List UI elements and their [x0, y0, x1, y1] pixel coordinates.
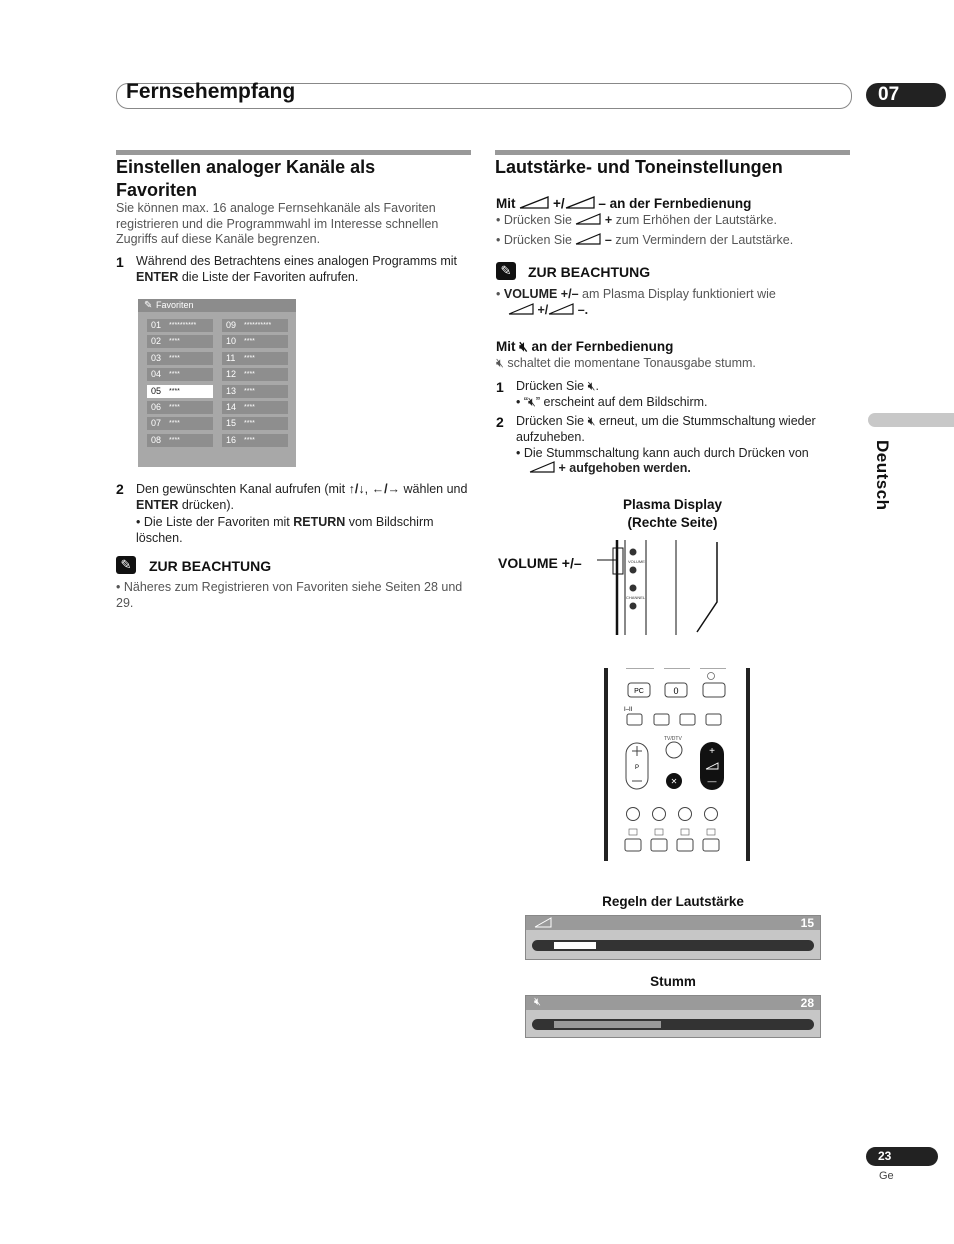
favorite-channel[interactable] [147, 417, 213, 430]
favorite-channel[interactable] [222, 417, 288, 430]
step2-text: Den gewünschten Kanal aufrufen (mit ↑/↓, ←/→ wählen und ENTER drücken). [136, 482, 468, 512]
favorite-channel[interactable] [222, 352, 288, 365]
section-bar-right [495, 150, 850, 155]
volume-icon [534, 917, 552, 928]
step-number: 2 [496, 414, 504, 430]
channel-name: **** [169, 404, 180, 411]
channel-name: **** [169, 420, 180, 428]
channel-number: 13 [226, 385, 237, 396]
channel-number: 14 [226, 402, 237, 412]
channel-name: **** [169, 371, 180, 379]
channel-number: 09 [226, 320, 237, 330]
channel-name: **** [169, 436, 180, 444]
note-icon: ✎ [116, 556, 136, 574]
mute-fill [554, 1021, 661, 1028]
note-icon: ✎ [496, 262, 516, 280]
language-tab-marker [868, 413, 954, 427]
volume-fill [554, 942, 596, 949]
subheading-mute: Mit 🔇︎ an der Fernbedienung [496, 339, 674, 354]
plasma-label: Plasma Display (Rechte Seite) [622, 497, 723, 530]
mute-bar-title: Stumm [650, 974, 696, 989]
channel-number: 03 [151, 352, 162, 363]
favorite-channel[interactable] [222, 385, 288, 398]
channel-number: 02 [151, 336, 162, 347]
channel-number: 04 [151, 369, 162, 380]
channel-name: **** [244, 371, 255, 379]
subheading-volume: Mit +/ – an der Fernbedienung [496, 196, 752, 211]
channel-name: **** [244, 420, 255, 428]
channel-name: **** [244, 354, 255, 362]
favorite-channel[interactable] [147, 319, 213, 332]
volume-label: VOLUME +/– [498, 555, 582, 571]
channel-name: **** [169, 338, 180, 346]
mute-icon: 🔇︎ [496, 356, 504, 370]
favorite-channel[interactable] [222, 401, 288, 414]
mute-step2-bullet-line2: + aufgehoben werden. [529, 461, 691, 477]
zero-button: 0 [673, 686, 679, 696]
volume-icon [575, 233, 601, 245]
favorite-channel[interactable] [222, 335, 288, 348]
volume-bar-title: Regeln der Lautstärke [602, 894, 744, 909]
channel-name: ********** [244, 322, 272, 329]
volume-up-bullet: • Drücken Sie + zum Erhöhen der Lautstärke. [496, 213, 777, 227]
mute-icon: 🔇︎ [528, 395, 536, 409]
volume-icon [508, 303, 534, 315]
remote-vol-minus: — [707, 776, 717, 786]
channel-name: **** [244, 404, 255, 411]
channel-number: 05 [151, 385, 162, 396]
pencil-icon: ✎ [144, 300, 153, 311]
favorite-channel[interactable] [222, 319, 288, 332]
step-number: 1 [496, 379, 504, 395]
favorite-channel[interactable] [147, 385, 213, 398]
pc-button: PC [634, 688, 644, 695]
panel-channel-label: CHANNEL [626, 595, 646, 600]
volume-down-bullet: • Drücken Sie – zum Vermindern der Lautstärke. [496, 233, 794, 247]
step-number: 1 [116, 254, 124, 270]
mute-icon: 🔇︎ [519, 339, 528, 354]
channel-number: 01 [151, 320, 162, 330]
mute-step2-bullet: • Die Stummschaltung kann auch durch Drücken von [516, 446, 809, 460]
step-number: 2 [116, 481, 124, 497]
plasma-display-side [595, 540, 730, 635]
p-label: P [634, 765, 640, 771]
channel-number: 16 [226, 434, 237, 445]
mute-step1: Drücken Sie 🔇︎. [516, 379, 599, 393]
volume-icon [565, 196, 595, 209]
page-number: 23 [866, 1147, 938, 1166]
page-title: Fernsehempfang [126, 80, 296, 103]
favorites-title: Favoriten [156, 300, 194, 310]
volume-osd [525, 915, 821, 960]
step1-text: Während des Betrachtens eines analogen Programms mit ENTER die Liste der Favoriten aufrufen. [136, 254, 457, 284]
channel-number: 08 [151, 434, 162, 445]
favorite-channel[interactable] [222, 434, 288, 447]
section-bar-left [116, 150, 471, 155]
note-volume-text: • VOLUME +/– am Plasma Display funktioniert wie [496, 287, 776, 301]
remote-vol-plus: + [709, 746, 715, 757]
svg-text:I–II: I–II [624, 707, 633, 713]
favorite-channel[interactable] [147, 401, 213, 414]
favorites-panel [138, 299, 296, 467]
volume-icon [548, 303, 574, 315]
favorite-channel[interactable] [222, 368, 288, 381]
channel-number: 06 [151, 402, 162, 412]
svg-text:✕: ✕ [670, 777, 678, 786]
channel-number: 12 [226, 369, 237, 380]
favorites-intro: Sie können max. 16 analoge Fernsehkanäle als Favoriten registrieren und die Programmwahl im Interesse schnellen Zugriffs auf diese Kanäle begrenzen. [116, 201, 439, 246]
channel-number: 15 [226, 418, 237, 429]
channel-name: **** [244, 338, 255, 346]
note-title: ZUR BEACHTUNG [528, 264, 651, 280]
volume-value: 15 [800, 916, 814, 930]
channel-name: **** [169, 354, 180, 362]
note-volume-line2: +/ –. [508, 303, 588, 319]
volume-icon [575, 213, 601, 225]
favorite-channel[interactable] [147, 368, 213, 381]
mute-track [532, 1019, 814, 1030]
tvdtv-label: TV/DTV [664, 736, 682, 742]
note-title: ZUR BEACHTUNG [149, 558, 272, 574]
section-heading-volume: Lautstärke- und Toneinstellungen [495, 157, 783, 177]
mute-osd [525, 995, 821, 1038]
mute-step2: Drücken Sie 🔇︎ erneut, um die Stummschaltung wieder aufzuheben. [516, 414, 816, 444]
language-tab: Deutsch [873, 440, 892, 511]
favorite-channel[interactable] [147, 352, 213, 365]
channel-name: **** [244, 436, 255, 444]
mute-step1-bullet: • “🔇︎” erscheint auf dem Bildschirm. [516, 395, 708, 409]
section-heading-favorites: Einstellen analoger Kanäle als Favoriten [116, 157, 376, 200]
remote-drawing [608, 668, 746, 861]
chapter-number: 07 [866, 83, 946, 107]
note-text: • Näheres zum Registrieren von Favoriten siehe Seiten 28 und 29. [116, 580, 463, 610]
favorite-channel[interactable] [147, 434, 213, 447]
volume-icon [519, 196, 549, 209]
channel-number: 11 [226, 352, 236, 363]
mute-description: 🔇︎ schaltet die momentane Tonausgabe stumm. [496, 356, 756, 370]
mute-value: 28 [800, 996, 814, 1010]
channel-name: ********** [169, 322, 197, 329]
mute-icon: 🔇︎ [587, 414, 596, 428]
favorites-titlebar [138, 299, 296, 312]
language-code: Ge [879, 1170, 894, 1182]
volume-track [532, 940, 814, 951]
channel-number: 07 [151, 418, 162, 429]
channel-number: 10 [226, 336, 237, 347]
panel-volume-label: VOLUME [628, 559, 645, 564]
channel-name: **** [244, 387, 255, 395]
mute-icon: 🔇︎ [587, 379, 596, 393]
favorite-channel[interactable] [147, 335, 213, 348]
mute-icon: 🔇︎ [534, 996, 541, 1008]
step2-bullet: • Die Liste der Favoriten mit RETURN vom Bildschirm löschen. [136, 515, 434, 545]
channel-name: **** [169, 387, 180, 395]
volume-icon [529, 461, 555, 473]
remote-control [604, 668, 750, 861]
